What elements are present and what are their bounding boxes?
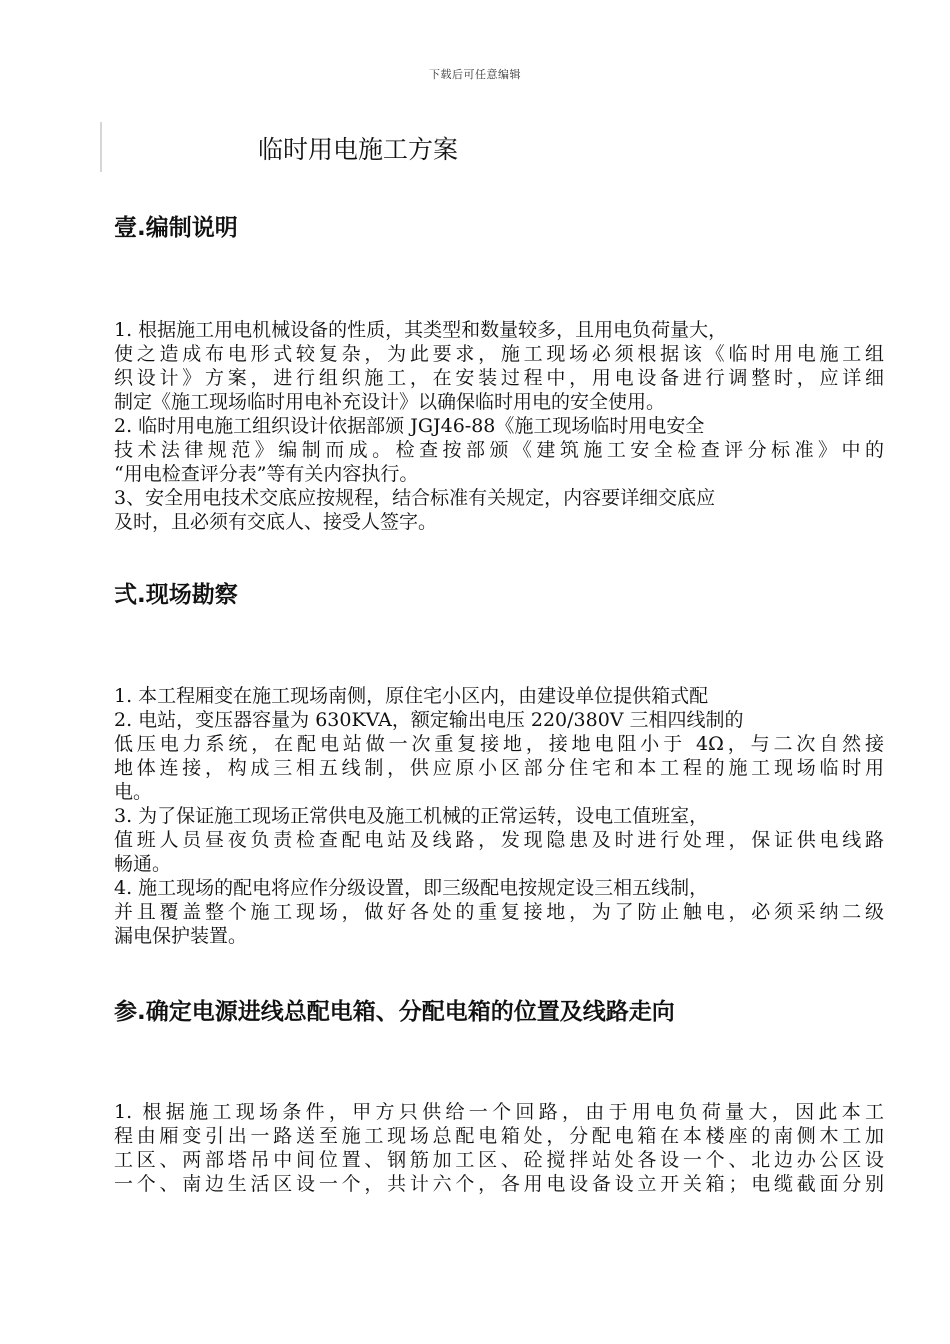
header-note: 下载后可任意编辑: [429, 68, 521, 81]
section-heading-1: 壹.编制说明: [114, 215, 238, 241]
paragraph-line: 低压电力系统，在配电站做一次重复接地，接地电阻小于 4Ω，与二次自然接: [114, 733, 884, 755]
section-2-body: [114, 684, 884, 948]
section-3-body: [114, 1100, 884, 1196]
document-title: 临时用电施工方案: [258, 135, 459, 164]
paragraph-line: 及时，且必须有交底人、接受人签字。: [114, 511, 438, 533]
paragraph-line: 值班人员昼夜负责检查配电站及线路，发现隐患及时进行处理，保证供电线路: [114, 829, 884, 851]
paragraph-line: 4. 施工现场的配电将应作分级设置，即三级配电按规定设三相五线制，: [114, 877, 709, 899]
paragraph-line: 1. 根据施工用电机械设备的性质，其类型和数量较多，且用电负荷量大，: [114, 319, 728, 341]
paragraph-line: 一个、南边生活区设一个，共计六个，各用电设备设立开关箱；电缆截面分别: [114, 1173, 884, 1195]
paragraph-line: 地体连接，构成三相五线制，供应原小区部分住宅和本工程的施工现场临时用: [114, 757, 884, 779]
section-heading-2: 弍.现场勘察: [114, 582, 238, 608]
paragraph-line: 使之造成布电形式较复杂，为此要求，施工现场必须根据该《临时用电施工组: [114, 343, 884, 365]
paragraph-line: 工区、两部塔吊中间位置、钢筋加工区、砼搅拌站处各设一个、北边办公区设: [114, 1149, 884, 1171]
section-1-body: [114, 318, 884, 534]
paragraph-line: 电。: [114, 781, 153, 803]
paragraph-line: 制定《施工现场临时用电补充设计》以确保临时用电的安全使用。: [114, 391, 666, 413]
paragraph-line: 1. 根据施工现场条件，甲方只供给一个回路，由于用电负荷量大，因此本工: [114, 1101, 884, 1123]
section-heading-3: 参.确定电源进线总配电箱、分配电箱的位置及线路走向: [114, 999, 675, 1025]
paragraph-line: 程由厢变引出一路送至施工现场总配电箱处，分配电箱在本楼座的南侧木工加: [114, 1125, 884, 1147]
title-margin-line: [100, 122, 102, 172]
paragraph-line: 3. 为了保证施工现场正常供电及施工机械的正常运转，设电工值班室，: [114, 805, 709, 827]
paragraph-line: 3、安全用电技术交底应按规程，结合标准有关规定，内容要详细交底应: [114, 487, 716, 509]
paragraph-line: 2. 电站，变压器容量为 630KVA，额定输出电压 220/380V 三相四线制的: [114, 709, 744, 731]
paragraph-line: 织设计》方案，进行组织施工，在安装过程中，用电设备进行调整时，应详细: [114, 367, 884, 389]
paragraph-line: 2. 临时用电施工组织设计依据部颁 JGJ46-88《施工现场临时用电安全: [114, 415, 705, 437]
paragraph-line: 并且覆盖整个施工现场，做好各处的重复接地，为了防止触电，必须采纳二级: [114, 901, 884, 923]
paragraph-line: 1. 本工程厢变在施工现场南侧，原住宅小区内，由建设单位提供箱式配: [114, 685, 709, 707]
paragraph-line: 漏电保护装置。: [114, 925, 248, 947]
paragraph-line: 畅通。: [114, 853, 172, 875]
paragraph-line: “用电检查评分表”等有关内容执行。: [114, 463, 419, 485]
paragraph-line: 技术法律规范》编制而成。检查按部颁《建筑施工安全检查评分标准》中的: [114, 439, 884, 461]
